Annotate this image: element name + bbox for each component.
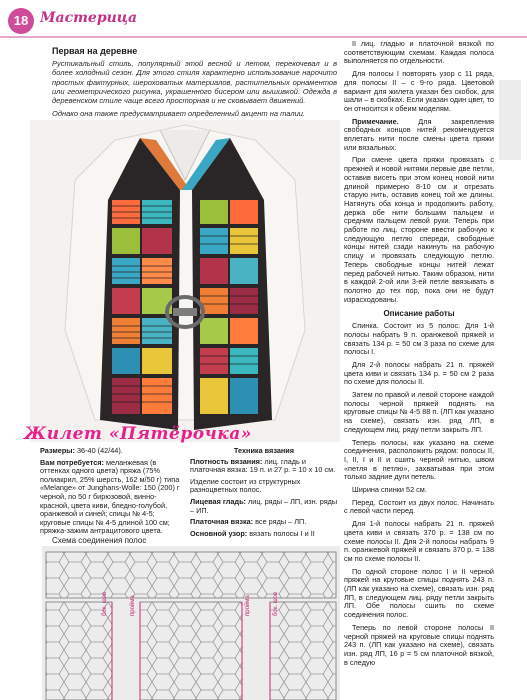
instruction-paragraph: Для полосы I повторять узор с 11 ряда, для полосы II – с 9-го ряда. Цветовой вариант для жилета указан без скобок, для шали – в скобках. Если указан один цвет, то он относится к обеим моделям. bbox=[344, 69, 494, 113]
instructions-column bbox=[344, 40, 494, 671]
technique-title: Техника вязания bbox=[233, 446, 295, 455]
page-edge-marker bbox=[499, 80, 521, 160]
materials-label: Вам потребуется: bbox=[40, 457, 104, 467]
instruction-paragraph: Затем по правой и левой стороне каждой полосы черной пряжей поднять на круговые спицы № 4-5 88 п. (ЛП как указано на схеме), связать изн. ряд ЛП, в следующем лиц. ряду петли закрыть ЛП. bbox=[344, 390, 494, 434]
instruction-paragraph: Теперь полосы, как указано на схеме соединения, расположить рядом: полосы II, I, II, I и II и сшить черной нитью, швом «петля в петлю», захватывая при этом только задние дуги петель. bbox=[344, 437, 494, 482]
scheme-label: пройма bbox=[130, 595, 136, 616]
intro-title: Первая на деревне bbox=[52, 46, 138, 56]
scheme-label: бок. шов bbox=[273, 591, 279, 616]
intro-paragraph: Однако она также предусматривает определенный акцент на талии. bbox=[52, 109, 305, 119]
main-pattern-label: Основной узор: bbox=[190, 528, 248, 538]
page-number: 18 bbox=[8, 8, 34, 34]
description-title: Описание работы bbox=[383, 309, 455, 319]
joining-scheme bbox=[42, 546, 340, 700]
technique-block bbox=[190, 447, 338, 541]
garter-text: все ряды – ЛП. bbox=[255, 517, 307, 527]
vest-photo bbox=[30, 120, 340, 442]
face-stitch-text: лиц. ряды – ЛП, изн. ряды – ИП. bbox=[190, 496, 338, 515]
instruction-paragraph: При смене цвета пряжи провязать с прежней и новой нитями первые две петли, оставив висеть при этом конец новой нити длиной примерно 8-10 см и отрезать старую нить, оставив конец той же длины. Натянуть оба конца и продолжить работу, держа обе нити большим пальцем и средним пальцем левой руки. Теперь при работе по лиц. стороне ввести рабочую к следующую петлю спереди, свободные концы нитей сзади накинуть на рабочую спицу и провязать следующую петлю. Теперь свободные концы нитей лежат перед рабочей нитью. Таким образом, нити в каждой 2-ой или 3-ей петле ввязывать в полотно до тех пор, пока они не будут израсходованы. bbox=[344, 155, 494, 304]
product-caption: Жилет «Пятёрочка» bbox=[24, 424, 252, 444]
scheme-label: бок. шов bbox=[102, 591, 108, 616]
sizes-materials bbox=[40, 447, 182, 539]
magazine-title: Мастерица bbox=[40, 10, 138, 26]
density-text: лиц. гладь и платочная вязка: 19 п. и 27 р. = 10 x 10 см. bbox=[190, 456, 336, 475]
density-label: Плотность вязания: bbox=[190, 456, 263, 466]
instruction-paragraph: Перед. Состоит из двух полос. Начинать с левой части перед. bbox=[344, 497, 494, 516]
scheme-title: Схема соединения полос bbox=[52, 536, 147, 545]
instruction-paragraph: Теперь по левой стороне полосы II черной пряжей на круговые спицы поднять 243 п. (ЛП как указано на схеме), связать изн. ряд ЛП, 16 р = 5 см платочной вязкой, в следую bbox=[344, 622, 494, 667]
page-header bbox=[0, 0, 527, 40]
main-pattern-text: вязать полосы I и II bbox=[249, 528, 315, 538]
instruction-paragraph: По одной стороне полос I и II черной пряжей на круговые спицы поднять 243 п. (ЛП как указано на схеме), связать изн. ряд ЛП, в следующем лиц. ряду петли закрыть ЛП. Обе полосы сшить по схеме соединения полос. bbox=[344, 566, 494, 620]
note-text: Изделие состоит из структурных разноцветных полос. bbox=[190, 476, 301, 495]
note-label: Примечание. bbox=[352, 116, 399, 126]
note-body: Для закрепления свободных концов нитей рекомендуется вплетать нити после смены цвета пряжи или вязальных. bbox=[344, 116, 494, 152]
face-stitch-label: Лицевая гладь: bbox=[190, 496, 246, 506]
size-value: 36-40 (42/44). bbox=[76, 446, 123, 455]
header-divider bbox=[0, 36, 527, 38]
instruction-paragraph: II лиц. гладью и платочной вязкой по соответствующим схемам. Каждая полоса выполняется по отдельности. bbox=[344, 39, 494, 66]
garter-label: Платочная вязка: bbox=[190, 517, 254, 527]
scheme-label: пройма bbox=[245, 595, 251, 616]
instruction-paragraph: Для 1-й полосы набрать 21 п. пряжей цвета киви и связать 370 р. = 138 см по схеме полосы II. Для 2-й полосы набрать 9 п. оранжевой пряжей и связать 370 р. = 138 см по схеме полосы II. bbox=[344, 519, 494, 563]
instruction-paragraph: Ширина спинки 52 см. bbox=[352, 485, 427, 495]
size-label: Размеры: bbox=[40, 446, 75, 455]
intro-paragraph: Рустикальный стиль, популярный этой весной и летом, перекочевал и в более холодный сезон. Для этого стиля характерно использование нарочито простых фактурных, шероховатых материалов, растительных орнаментов или геометрического рисунка, украшенного бисером или вышивкой. Одежда в деревенском стиле чаще всего просторная и не сковывает движений. bbox=[52, 59, 337, 106]
instruction-paragraph: Для 2-й полосы набрать 21 п. пряжей цвета киви и связать 134 р. = 50 см 2 раза по схеме для полосы II. bbox=[344, 359, 494, 387]
instruction-paragraph: Спинка. Состоит из 5 полос. Для 1-й полосы набрать 9 п. оранжевой пряжей и связать 134 р. = 50 см 3 раза по схеме для полосы I. bbox=[344, 321, 494, 357]
materials-text: меланжевая (в оттенках одного цвета) пряжа (75% полиакрил, 25% шерсть, 162 м/50 г) типа «Melange» от Junghans-Wolle: 150 (200) г черной, по 50 г бирюзовой, винно-красной, цвета киви, бледно-голубой, оранжевой и синей; спицы № 4-5; круговые спицы № 4-5 длиной 100 см; пряжка-зажим антрацитового цвета. bbox=[40, 457, 180, 536]
